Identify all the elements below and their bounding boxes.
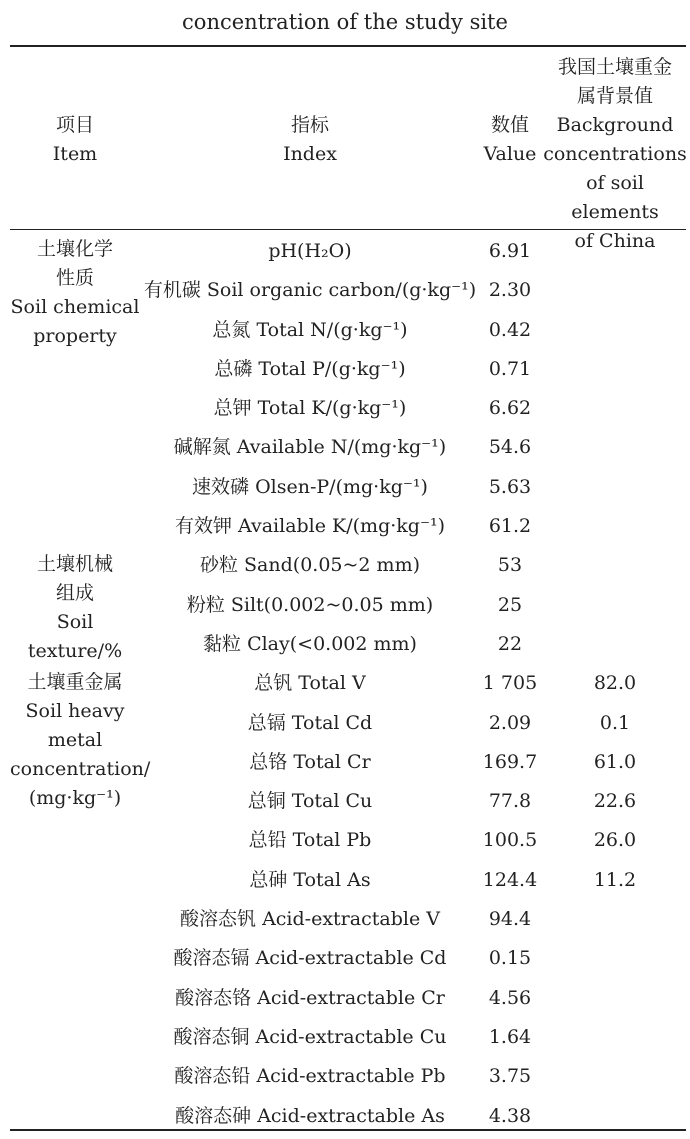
cell-background: 61.0	[593, 750, 637, 773]
table-row	[0, 903, 690, 942]
header-value-zh: 数值	[490, 114, 529, 136]
cell-value: 169.7	[482, 750, 538, 773]
cell-index: 总铬 Total Cr	[249, 750, 371, 773]
cell-value: 4.56	[488, 986, 532, 1009]
cell-value: 0.15	[488, 947, 532, 970]
header-value-en: Value	[483, 143, 537, 165]
header-background-line: Background	[556, 114, 674, 136]
category-line: concentration/	[10, 758, 151, 780]
header-item-zh: 项目	[55, 114, 94, 136]
table-row	[0, 471, 690, 510]
cell-background: 11.2	[593, 868, 637, 891]
table-row	[0, 353, 690, 392]
table-row	[0, 785, 690, 824]
table-header-rule	[10, 229, 686, 230]
header-background-line: 属背景值	[576, 85, 653, 107]
cell-index: 粉粒 Silt(0.002~0.05 mm)	[186, 593, 434, 616]
cell-value: 94.4	[488, 908, 532, 931]
category-line: property	[33, 325, 117, 347]
cell-index: 总钒 Total V	[254, 672, 366, 695]
cell-index: 有机碳 Soil organic carbon/(g·kg⁻¹)	[143, 279, 477, 302]
category-line: 土壤化学	[36, 238, 113, 260]
cell-value: 0.42	[488, 318, 532, 341]
cell-value: 53	[497, 554, 523, 577]
category-line: 性质	[55, 267, 94, 289]
table-row	[0, 628, 690, 667]
cell-background: 82.0	[593, 672, 637, 695]
header-index	[140, 111, 480, 169]
cell-background: 0.1	[599, 711, 631, 734]
header-background-line: concentrations	[543, 143, 687, 165]
cell-index: 砂粒 Sand(0.05~2 mm)	[200, 554, 420, 577]
cell-value: 2.09	[488, 711, 532, 734]
cell-value: 1.64	[488, 1025, 532, 1048]
table-row	[0, 824, 690, 863]
table-row	[0, 864, 690, 903]
category-line: Soil chemical	[10, 296, 140, 318]
header-background	[540, 53, 690, 256]
header-background-line: 我国土壤重金	[557, 56, 672, 78]
category-line: 土壤重金属	[27, 671, 123, 693]
cell-index: 酸溶态镉 Acid-extractable Cd	[173, 947, 447, 970]
cell-index: 总氮 Total N/(g·kg⁻¹)	[212, 318, 408, 341]
cell-index: 酸溶态砷 Acid-extractable As	[175, 1104, 445, 1127]
cell-value: 77.8	[488, 790, 532, 813]
cell-index: 碱解氮 Available N/(mg·kg⁻¹)	[173, 436, 447, 459]
table-row	[0, 746, 690, 785]
cell-value: 6.91	[488, 240, 532, 262]
table-body	[0, 235, 690, 1139]
table-row	[0, 431, 690, 470]
table-row	[0, 510, 690, 549]
cell-value: 54.6	[488, 436, 532, 459]
table-top-rule	[10, 45, 686, 47]
table-caption: concentration of the study site	[182, 10, 508, 34]
table-row	[0, 982, 690, 1021]
header-index-en: Index	[283, 143, 337, 165]
cell-index: 总钾 Total K/(g·kg⁻¹)	[213, 397, 407, 420]
table-row	[0, 235, 690, 274]
table-row	[0, 392, 690, 431]
table-bottom-rule	[10, 1129, 686, 1131]
category-line: Soil texture/%	[27, 611, 123, 662]
table-row	[0, 707, 690, 746]
category-line: 组成	[55, 582, 94, 604]
category-line: (mg·kg⁻¹)	[28, 787, 122, 809]
cell-background: 26.0	[593, 829, 637, 852]
cell-index: 总铅 Total Pb	[248, 829, 372, 852]
cell-value: 100.5	[482, 829, 538, 852]
cell-value: 22	[497, 632, 523, 655]
category-line: Soil heavy	[25, 700, 125, 722]
cell-index: 总磷 Total P/(g·kg⁻¹)	[214, 357, 406, 380]
cell-index: 酸溶态铬 Acid-extractable Cr	[175, 986, 445, 1009]
cell-value: 4.38	[488, 1104, 532, 1127]
cell-index: 酸溶态铜 Acid-extractable Cu	[173, 1025, 447, 1048]
cell-value: 0.71	[488, 357, 532, 380]
table-row	[0, 1021, 690, 1060]
cell-index: 总镉 Total Cd	[247, 711, 373, 734]
table-row	[0, 549, 690, 588]
cell-index: pH(H₂O)	[268, 240, 352, 262]
cell-index: 黏粒 Clay(<0.002 mm)	[203, 632, 417, 655]
header-item	[10, 111, 140, 169]
header-item-en: Item	[52, 143, 98, 165]
category-line: 土壤机械	[36, 553, 113, 575]
cell-index: 速效磷 Olsen-P/(mg·kg⁻¹)	[192, 475, 428, 498]
table-row	[0, 314, 690, 353]
table-row	[0, 667, 690, 706]
table-row	[0, 942, 690, 981]
cell-value: 124.4	[482, 868, 538, 891]
header-value	[480, 111, 540, 169]
cell-index: 酸溶态铅 Acid-extractable Pb	[174, 1065, 446, 1088]
cell-value: 61.2	[488, 515, 532, 538]
cell-index: 总铜 Total Cu	[247, 790, 373, 813]
category-line: metal	[47, 729, 103, 751]
table-row	[0, 1100, 690, 1139]
cell-index: 有效钾 Available K/(mg·kg⁻¹)	[174, 515, 446, 538]
table-row	[0, 1060, 690, 1099]
cell-value: 2.30	[488, 279, 532, 302]
cell-value: 25	[497, 593, 523, 616]
cell-index: 总砷 Total As	[249, 868, 371, 891]
cell-value: 3.75	[488, 1065, 532, 1088]
table-row	[0, 589, 690, 628]
cell-background: 22.6	[593, 790, 637, 813]
header-background-line: of soil elements	[571, 172, 659, 223]
cell-value: 5.63	[488, 475, 532, 498]
header-index-zh: 指标	[290, 114, 329, 136]
table-row	[0, 274, 690, 313]
cell-value: 6.62	[488, 397, 532, 420]
header-background-line: of China	[574, 230, 656, 252]
cell-index: 酸溶态钒 Acid-extractable V	[180, 908, 440, 931]
cell-value: 1 705	[482, 672, 538, 695]
